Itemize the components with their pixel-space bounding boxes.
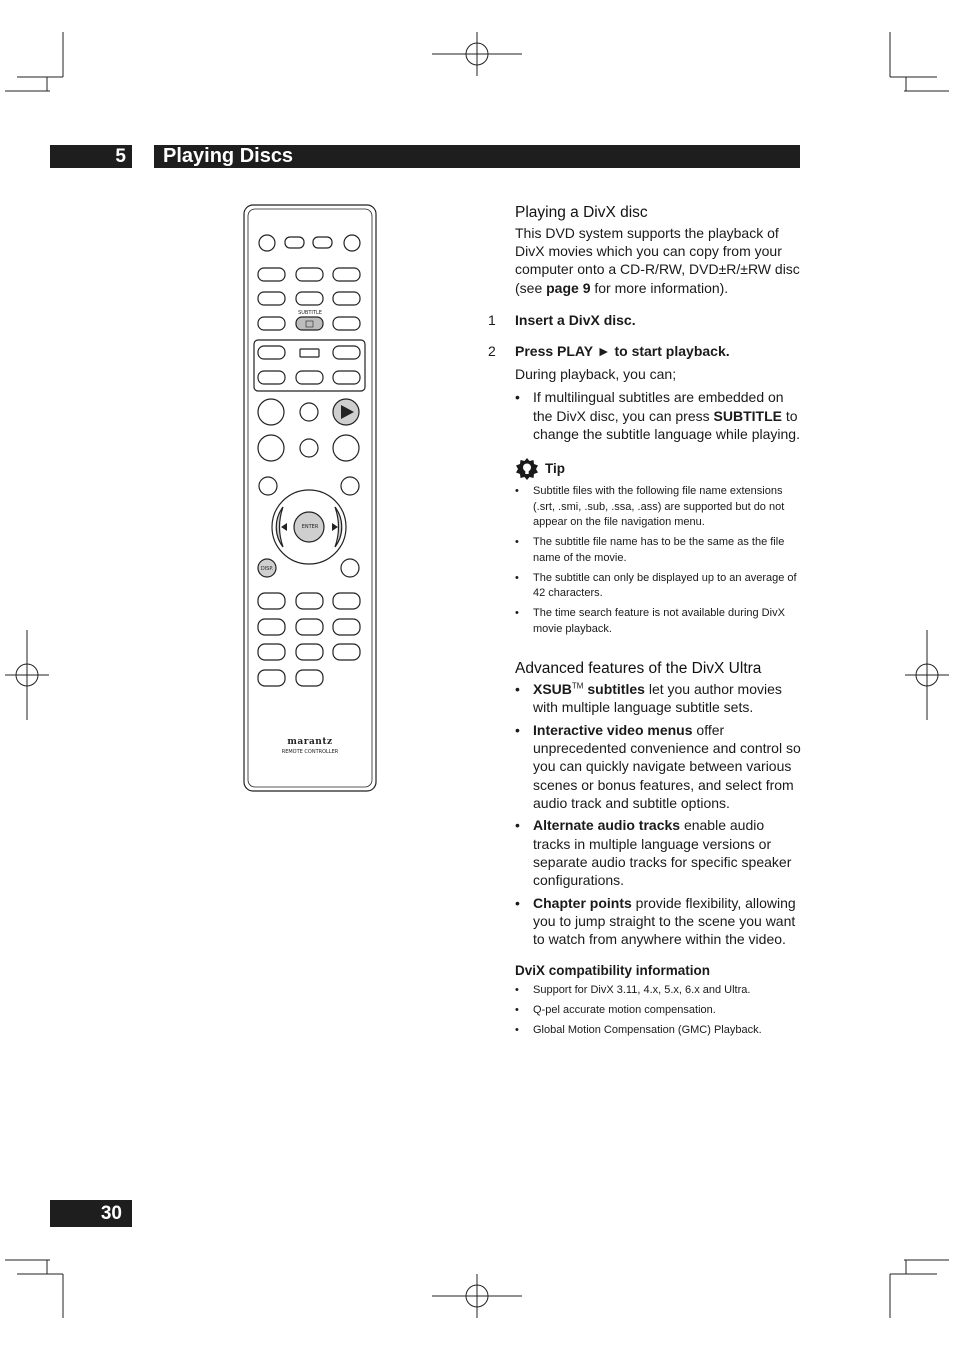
subtitle-button-label: SUBTITLE [298, 310, 322, 316]
list-item: • Subtitle files with the following file name extensions (.srt, .smi, .sub, .ssa, .ass) are supported but do not appear on the file navigation menu. [515, 484, 805, 531]
intro-paragraph: This DVD system supports the playback of DivX movies which you can copy from your computer onto a CD-R/RW, DVD±R/±RW disc (see page 9 for more information). [515, 225, 800, 296]
chapter-number: 5 [50, 145, 132, 168]
ultra-features-list [515, 680, 805, 948]
disp-button-label: DISP. [260, 566, 274, 572]
list-item: • Alternate audio tracks enable audio tracks in multiple language versions or separate audio tracks for specific speaker configurations. [515, 816, 805, 889]
list-item: • XSUB™ subtitles let you author movies with multiple language subtitle sets. [515, 680, 805, 716]
step-text: Insert a DivX disc. [515, 311, 636, 328]
step-2 [488, 342, 805, 360]
remote-model-label: REMOTE CONTROLLER [281, 749, 339, 755]
step-number: 1 [488, 311, 496, 328]
list-item: • The time search feature is not available during DivX movie playback. [515, 606, 805, 637]
step-number: 2 [488, 343, 496, 360]
chapter-title: Playing Discs [154, 145, 800, 168]
tip-header [515, 457, 805, 481]
page-number: 30 [50, 1200, 132, 1227]
remote-body [243, 204, 377, 792]
list-item: • If multilingual subtitles are embedded on the DivX disc, you can press SUBTITLE to change the subtitle language while playing. [515, 388, 805, 443]
tip-label: Tip [545, 460, 565, 476]
enter-button-label: ENTER [301, 524, 319, 530]
remote-control-illustration [243, 204, 377, 792]
list-item: • The subtitle file name has to be the same as the file name of the movie. [515, 535, 805, 566]
tip-lightbulb-icon [515, 457, 539, 481]
during-playback-text: During playback, you can; [515, 366, 677, 383]
list-item: • Global Motion Compensation (GMC) Playback. [515, 1023, 805, 1039]
list-item: • Q-pel accurate motion compensation. [515, 1003, 805, 1019]
step-1 [488, 311, 805, 329]
content-column [488, 203, 805, 1043]
brand-logo: marantz [287, 737, 333, 747]
list-item: • Support for DivX 3.11, 4.x, 5.x, 6.x and Ultra. [515, 983, 805, 999]
list-item: • Interactive video menus offer unprecedented convenience and control so you can quickly navigate between various scenes or bonus features, and select from audio track and subtitle options. [515, 721, 805, 812]
section-heading-divx: Playing a DivX disc [515, 204, 648, 221]
tip-list [515, 484, 805, 637]
playback-bullets [515, 388, 805, 443]
section-heading-divx-ultra: Advanced features of the DivX Ultra [515, 660, 762, 678]
section-heading-compatibility: DviX compatibility information [515, 963, 711, 979]
list-item: • The subtitle can only be displayed up to an average of 42 characters. [515, 571, 805, 602]
step-text: Press PLAY ► to start playback. [515, 343, 730, 360]
compatibility-list [515, 983, 805, 1039]
page-reference: page 9 [546, 279, 591, 296]
list-item: • Chapter points provide flexibility, allowing you to jump straight to the scene you want to watch from anywhere within the video. [515, 894, 805, 949]
